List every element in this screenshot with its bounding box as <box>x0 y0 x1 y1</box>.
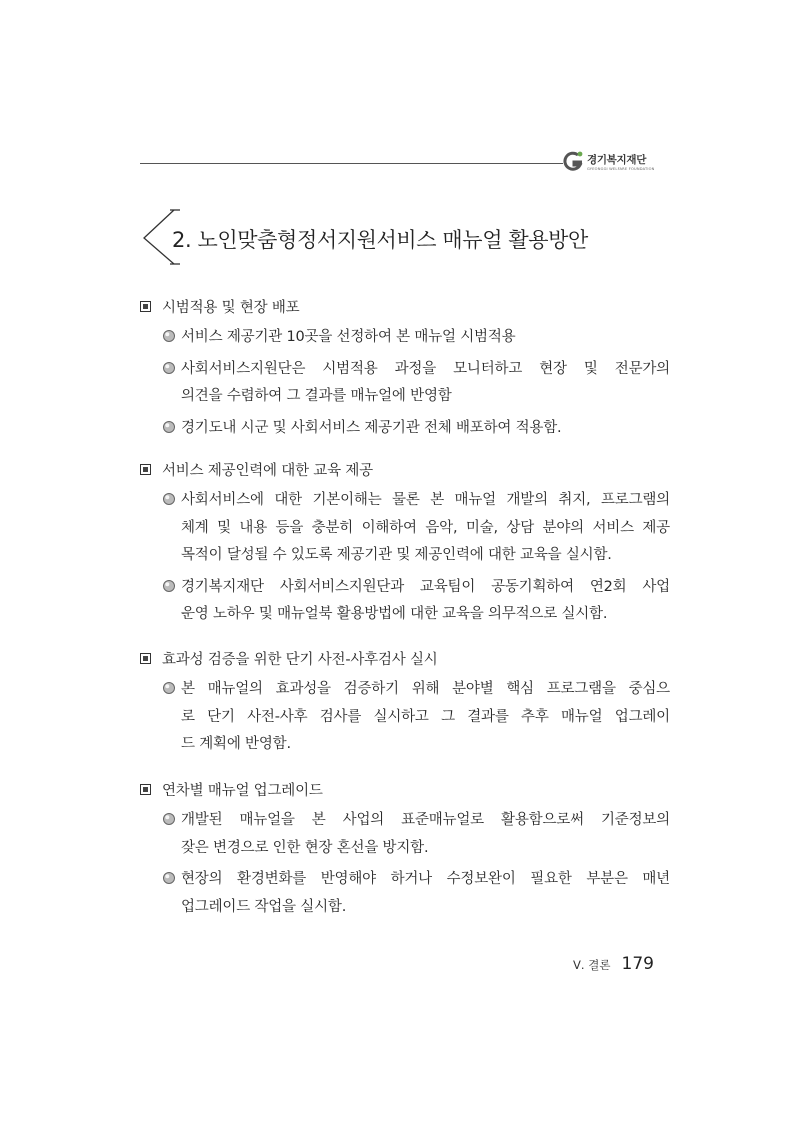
list-item <box>140 356 670 411</box>
section-title: 서비스 제공인력에 대한 교육 제공 <box>162 463 373 479</box>
sphere-bullet-icon <box>162 681 176 695</box>
section-heading <box>140 208 660 266</box>
square-bullet-icon <box>140 784 151 795</box>
list-item-text: 업그레이드 작업을 실시함. <box>181 898 347 915</box>
list-item-text: 로 단기 사전-사후 검사를 실시하고 그 결과를 추후 매뉴얼 업그레이 <box>181 708 670 725</box>
list-item-text: 본 매뉴얼의 효과성을 검증하기 위해 분야별 핵심 프로그램을 중심으 <box>181 681 670 697</box>
section-header <box>140 459 670 483</box>
section-pilot <box>140 296 670 442</box>
list-item-text: 운영 노하우 및 매뉴얼북 활용방법에 대한 교육을 의무적으로 실시함. <box>181 606 608 622</box>
section-upgrade <box>140 779 670 921</box>
list-item <box>140 676 670 759</box>
sphere-bullet-icon <box>162 420 176 434</box>
page-footer <box>573 954 654 974</box>
list-item-text: 사회서비스지원단은 시범적용 과정을 모니터하고 현장 및 전문가의 <box>181 360 670 377</box>
page-number: 179 <box>621 954 654 974</box>
logo-mark-icon <box>563 150 585 174</box>
list-item <box>140 574 670 629</box>
list-item-text: 경기도내 시군 및 사회서비스 제공기관 전체 배포하여 적용함. <box>181 419 562 436</box>
foundation-logo <box>563 148 663 178</box>
section-title: 효과성 검증을 위한 단기 사전-사후검사 실시 <box>162 652 438 668</box>
section-evaluation <box>140 648 670 759</box>
section-title: 시범적용 및 현장 배포 <box>162 300 300 316</box>
sphere-bullet-icon <box>162 361 176 375</box>
section-header <box>140 648 670 672</box>
list-item-text: 개발된 매뉴얼을 본 사업의 표준매뉴얼로 활용함으로써 기준정보의 <box>181 812 670 828</box>
section-title: 연차별 매뉴얼 업그레이드 <box>162 783 323 799</box>
logo-subtext: GYEONGGI WELFARE FOUNDATION <box>587 167 655 171</box>
list-item-text: 목적이 달성될 수 있도록 제공기관 및 제공인력에 대한 교육을 실시함. <box>181 547 612 563</box>
sphere-bullet-icon <box>162 329 176 343</box>
list-item-text: 드 계획에 반영함. <box>181 736 291 752</box>
section-training <box>140 459 670 629</box>
list-item <box>140 487 670 570</box>
header-rule <box>140 163 563 164</box>
sphere-bullet-icon <box>162 492 176 506</box>
list-item-text: 체계 및 내용 등을 충분히 이해하여 음악, 미술, 상담 분야의 서비스 제공 <box>181 519 670 536</box>
list-item <box>140 866 670 921</box>
section-header <box>140 296 670 320</box>
chapter-label: Ⅴ. 결론 <box>573 958 611 972</box>
list-item-text: 현장의 환경변화를 반영해야 하거나 수정보완이 필요한 부분은 매년 <box>181 871 670 887</box>
list-item-text: 사회서비스에 대한 기본이해는 물론 본 매뉴얼 개발의 취지, 프로그램의 <box>181 492 670 508</box>
list-item-text: 경기복지재단 사회서비스지원단과 교육팀이 공동기획하여 연2회 사업 <box>181 578 670 595</box>
square-bullet-icon <box>140 464 151 475</box>
square-bullet-icon <box>140 301 151 312</box>
list-item <box>140 324 670 352</box>
sphere-bullet-icon <box>162 579 176 593</box>
logo-text: 경기복지재단 <box>587 154 647 166</box>
page-title: 2. 노인맞춤형정서지원서비스 매뉴얼 활용방안 <box>172 228 588 252</box>
square-bullet-icon <box>140 653 151 664</box>
sphere-bullet-icon <box>162 812 176 826</box>
list-item-text: 서비스 제공기관 10곳을 선정하여 본 매뉴얼 시범적용 <box>181 329 516 345</box>
list-item-text: 잦은 변경으로 인한 현장 혼선을 방지함. <box>181 839 429 856</box>
list-item-text: 의견을 수렴하여 그 결과를 매뉴얼에 반영함 <box>181 388 452 404</box>
section-header <box>140 779 670 803</box>
list-item <box>140 415 670 443</box>
sphere-bullet-icon <box>162 871 176 885</box>
list-item <box>140 807 670 862</box>
